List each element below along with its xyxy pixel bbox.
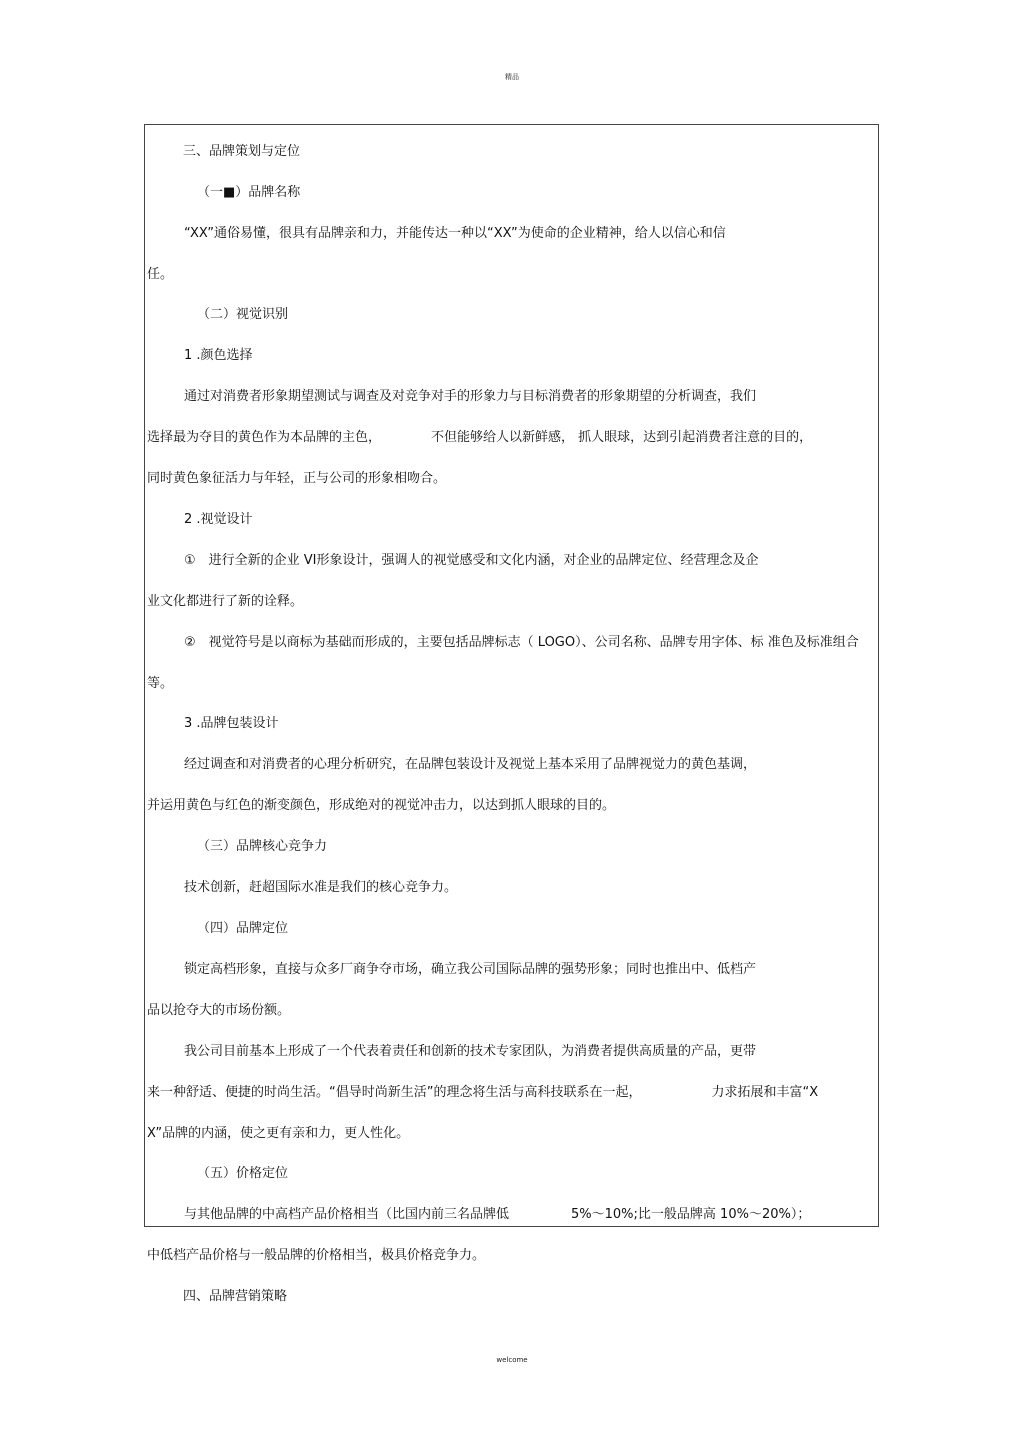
- page-header-mark: 精品: [505, 73, 519, 81]
- paragraph-positioning-line2: 品以抢夺大的市场份额。: [147, 1003, 291, 1018]
- paragraph-core-competitiveness: 技术创新，赶超国际水准是我们的核心竞争力。: [184, 880, 458, 895]
- paragraph-vi-line2: 业文化都进行了新的诠释。: [147, 594, 304, 609]
- paragraph-team-line2-part1: 来一种舒适、便捷的时尚生活。“倡导时尚新生活”的理念将生活与高科技联系在一起，: [147, 1085, 642, 1100]
- paragraph-price-line2: 中低档产品价格与一般品牌的价格相当，极具价格竞争力。: [147, 1248, 486, 1263]
- paragraph-color-line2-part1: 选择最为夺目的黄色作为本品牌的主色，: [147, 430, 382, 445]
- paragraph-price-line1: [184, 1206, 810, 1224]
- paragraph-team-line3: X”品牌的内涵，使之更有亲和力，更人性化。: [147, 1126, 410, 1141]
- subheading-brand-name: （一■）品牌名称: [197, 185, 301, 200]
- paragraph-packaging-line2: 并运用黄色与红色的渐变颜色，形成绝对的视觉冲击力，以达到抓人眼球的目的。: [147, 798, 616, 813]
- paragraph-color-line1: 通过对消费者形象期望测试与调查及对竞争对手的形象力与目标消费者的形象期望的分析调查，我们: [184, 389, 757, 404]
- item-packaging-design: 3 .品牌包装设计: [184, 716, 279, 731]
- paragraph-price-line1-part2: 5%～10%;比一般品牌高 10%～20%）；: [571, 1207, 811, 1222]
- paragraph-team-line1: 我公司目前基本上形成了一个代表着责任和创新的技术专家团队，为消费者提供高质量的产品，更带: [184, 1044, 757, 1059]
- subheading-visual-identity: （二）视觉识别: [197, 307, 289, 322]
- paragraph-positioning-line1: 锁定高档形象，直接与众多厂商争夺市场，确立我公司国际品牌的强势形象；同时也推出中、低档产: [184, 962, 757, 977]
- page-footer-mark: welcome: [496, 1356, 528, 1364]
- paragraph-price-line1-part1: 与其他品牌的中高档产品价格相当（比国内前三名品牌低: [184, 1207, 510, 1222]
- section-heading-4: 四、品牌营销策略: [183, 1289, 288, 1304]
- paragraph-symbol-line2: 等。: [147, 676, 174, 691]
- subheading-brand-positioning: （四）品牌定位: [197, 921, 289, 936]
- paragraph-color-line2: [147, 429, 812, 447]
- paragraph-packaging-line1: 经过调查和对消费者的心理分析研究，在品牌包装设计及视觉上基本采用了品牌视觉力的黄色基调，: [184, 757, 757, 772]
- section-heading-3: 三、品牌策划与定位: [183, 144, 301, 159]
- paragraph-color-line2-part2: 不但能够给人以新鲜感， 抓人眼球，达到引起消费者注意的目的，: [431, 430, 813, 445]
- paragraph-brand-name-line2: 任。: [147, 267, 174, 282]
- paragraph-brand-name-line1: “XX”通俗易懂，很具有品牌亲和力，并能传达一种以“XX”为使命的企业精神，给人以信心和信: [184, 226, 726, 241]
- paragraph-team-line2: [147, 1084, 818, 1102]
- paragraph-vi-line1: ① 进行全新的企业 VI形象设计，强调人的视觉感受和文化内涵，对企业的品牌定位、经营理念及企: [184, 553, 759, 568]
- subheading-price-positioning: （五）价格定位: [197, 1166, 289, 1181]
- paragraph-symbol-line1: ② 视觉符号是以商标为基础而形成的，主要包括品牌标志（ LOGO）、公司名称、品牌专用字体、标 准色及标准组合: [184, 635, 859, 650]
- item-color-choice: 1 .颜色选择: [184, 348, 253, 363]
- item-visual-design: 2 .视觉设计: [184, 512, 253, 527]
- paragraph-team-line2-part2: 力求拓展和丰富“X: [711, 1085, 819, 1100]
- paragraph-color-line3: 同时黄色象征活力与年轻，正与公司的形象相吻合。: [147, 471, 447, 486]
- content-frame: [144, 124, 879, 1227]
- subheading-core-competitiveness: （三）品牌核心竞争力: [197, 839, 328, 854]
